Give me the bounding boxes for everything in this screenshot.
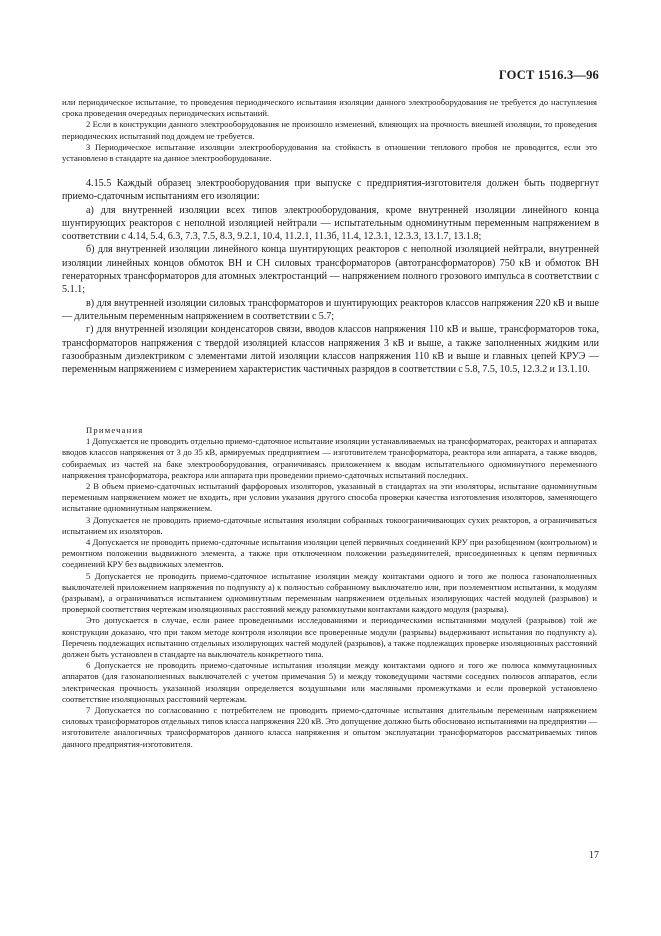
note-6: 6 Допускается не проводить приемо-сдаточные испытания изоляции между контактами одного и того же полюса коммутационных аппаратов (для газонаполненных выключателей с учетом примечания 5) и между токоведущими частями соседних полюсов аппаратов, если электрическая прочность указанной изоляции определяется воздушными или масляными промежутками и если проверкой установлено соответствие изоляционных расстояний чертежам. [62, 660, 597, 704]
clause-item-a: а) для внутренней изоляции всех типов электрооборудования, кроме внутренней изоляции линейного конца шунтирующих реакторов с неполной изоляцией нейтрали — испытательным одноминутным переменным напряжением в соответствии с 4.14, 5.4, 6.3, 7.3, 7.5, 8.3, 9.2.1, 10.4, 11.2.1, 11.3б, 11.4, 12.3.1, 12.3.3, 13.1.7, 13.1.8; [62, 204, 599, 243]
clause-4-15-5 [62, 177, 599, 376]
note-4: 4 Допускается не проводить приемо-сдаточные испытания изоляции цепей первичных соединений КРУ при разобщенном (контрольном) и ремонтном положении выдвижного элемента, а также при отключенном положении разъединителей, присоединенных к цепям первичных соединений КРУ без выдвижных элементов. [62, 537, 597, 570]
clause-item-v: в) для внутренней изоляции силовых трансформаторов и шунтирующих реакторов классов напряжения 220 кВ и выше — длительным переменным напряжением в соответствии с 5.7; [62, 297, 599, 322]
clause-item-g: г) для внутренней изоляции конденсаторов связи, вводов классов напряжения 110 кВ и выше, трансформаторов тока, трансформаторов напряжения с твердой изоляцией классов напряжения 3 кВ и выше, а также заполненных жидким или газообразным диэлектриком с элементами литой изоляции классов напряжения 110 кВ и выше и главных цепей КРУЭ — переменным напряжением с измерением характеристик частичных разрядов в соответствии с 5.8, 7.5, 10.5, 12.3.2 и 13.1.10. [62, 324, 599, 376]
standard-code-header: ГОСТ 1516.3—96 [498, 68, 599, 82]
note-7: 7 Допускается по согласованию с потребителем не проводить приемо-сдаточные испытания длительным переменным напряжением силовых трансформаторов отдельных типов класса напряжения 220 кВ. Это допущение должно быть обосновано испытаниями на предприятии — изготовителе аналогичных трансформаторов данного класса напряжения и опытом эксплуатации трансформаторов рассматриваемых типов данного предприятия-изготовителя. [62, 705, 597, 749]
page-number: 17 [589, 850, 599, 861]
top-note-2: 2 Если в конструкции данного электрооборудования не произошло изменений, влияющих на прочность внешней изоляции, то проведения периодических испытаний под дождем не требуется. [62, 119, 597, 141]
note-1: 1 Допускается не проводить отдельно приемо-сдаточное испытание изоляции устанавливаемых на трансформаторах, реакторах и аппаратах вводов классов напряжения от 3 до 35 кВ, армируемых предприятием — изготовителем трансформатора, реактора или аппарата, а также вводов, собираемых из частей на баке электрооборудования, ограничиваясь приложением к вводам испытательного одноминутного переменного напряжения трансформатора, реактора или аппарата при проведении приемо-сдаточных испытаний последних. [62, 436, 597, 480]
top-note-continuation: или периодическое испытание, то проведения периодического испытания изоляции данного электрооборудования не требуется до наступления срока проведения очередных периодических испытаний. [62, 97, 597, 119]
notes-title: Примечания [86, 425, 144, 435]
note-2: 2 В объем приемо-сдаточных испытаний фарфоровых изоляторов, указанный в стандартах на эти изоляторы, испытание одноминутным переменным напряжением может не входить, при условии указания другого способа проверки качества изготовления изоляторов, заменяющего испытание одноминутным напряжением. [62, 481, 597, 514]
clause-intro: 4.15.5 Каждый образец электрооборудования при выпуске с предприятия-изготовителя должен быть подвергнут приемо-сдаточным испытаниям его изоляции: [62, 178, 599, 203]
top-notes-block [62, 97, 597, 164]
notes-block [62, 425, 597, 750]
note-3: 3 Допускается не проводить приемо-сдаточные испытания изоляции собранных токоограничивающих сухих реакторов, а ограничиваться испытанием их изоляторов. [62, 514, 597, 536]
top-note-3: 3 Периодическое испытание изоляции электрооборудования на стойкость в отношении теплового пробоя не проводится, если это установлено в стандарте на данное электрооборудование. [62, 141, 597, 164]
clause-item-b: б) для внутренней изоляции линейного конца шунтирующих реакторов с неполной изоляцией нейтрали, внутренней изоляции линейных концов обмоток ВН и СН силовых трансформаторов (автотрансформаторов) 750 кВ и обмоток ВН генераторных трансформаторов для атомных электростанций — напряжением полного грозового импульса в соответствии с 5.1.1; [62, 244, 599, 296]
note-5: 5 Допускается не проводить приемо-сдаточное испытание изоляции между контактами одного и того же полюса газонаполненных выключателей приложением напряжения по подпункту а) к полностью собранному выключателю или, при поэлементном испытании, к модулям (разрывам), а ограничиваться испытанием одноминутным переменным напряжением отдельных изолирующих частей модулей (разрывов) и проверкой соответствия чертежам изоляционных расстояний между разомкнутыми контактами каждого модуля (разрыва). [62, 570, 597, 615]
note-5-continuation: Это допускается в случае, если ранее проведенными исследованиями и периодическими испытаниями модулей (разрывов) той же конструкции доказано, что при таком методе контроля изоляции все проверенные модули (разрывы) выдерживают испытания по подпункту а). Перечень подлежащих испытанию отдельных изолирующих частей модулей (разрывов), а также подлежащих проверке изоляционных расстояний должен быть установлен в стандарте на выключатель конкретного типа. [62, 615, 597, 660]
